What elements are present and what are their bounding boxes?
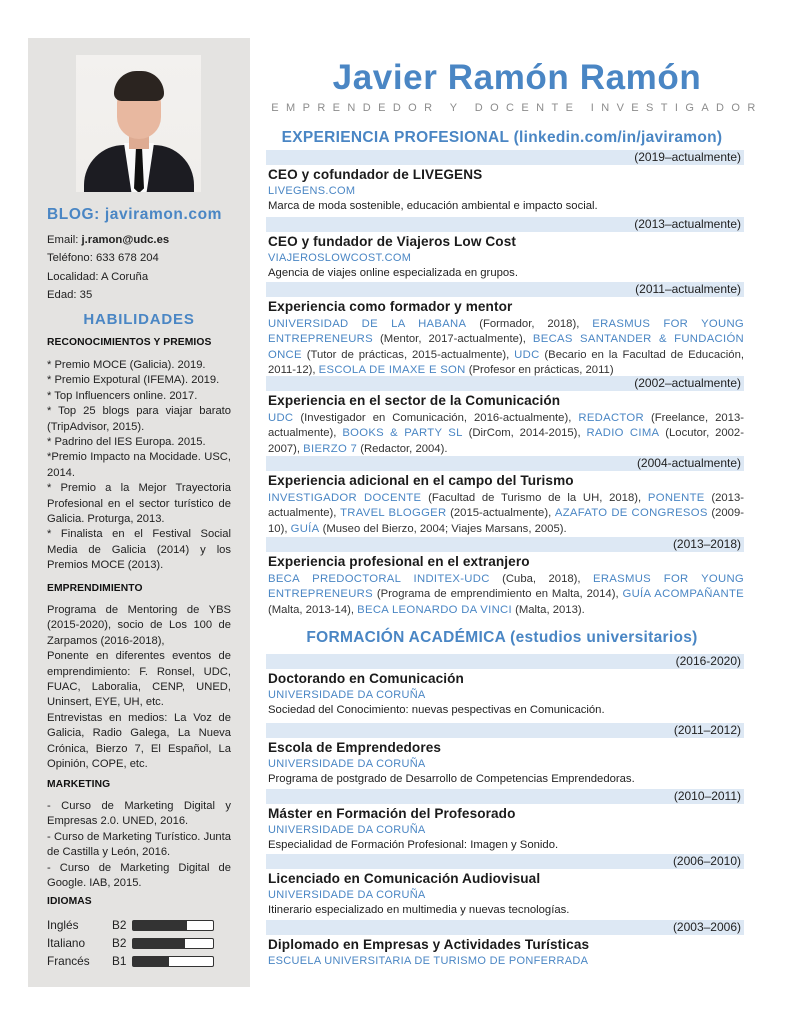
role-detail: (Programa de emprendimiento en Malta, 2014), [372, 588, 623, 601]
entry-date: (2011–actualmente) [266, 282, 744, 297]
role-detail: (2013-actualmente), [268, 492, 744, 520]
language-name: Inglés [47, 918, 79, 932]
award-item: * Premio MOCE (Galicia). 2019. [47, 359, 206, 371]
education-heading: FORMACIÓN ACADÉMICA (estudios universitarios) [306, 629, 698, 646]
languages-heading: IDIOMAS [47, 896, 92, 907]
organization-name[interactable]: ESCOLA DE IMAXE E SON [318, 364, 466, 377]
language-level: B1 [112, 954, 127, 968]
organization-name[interactable]: TRAVEL BLOGGER [340, 507, 447, 520]
role-detail: (Locutor, 2002-2007), [268, 427, 744, 455]
contact-info [47, 231, 169, 304]
entry-title: Experiencia profesional en el extranjero [268, 554, 530, 569]
entry-title: Licenciado en Comunicación Audiovisual [268, 871, 541, 886]
role-detail: (2009-10), [268, 507, 744, 535]
experience-heading: EXPERIENCIA PROFESIONAL (linkedin.com/in/javiramon) [281, 129, 723, 146]
blog-link[interactable]: BLOG: javiramon.com [47, 206, 223, 223]
organization-name[interactable]: RADIO CIMA [586, 427, 660, 440]
entry-title: Máster en Formación del Profesorado [268, 806, 516, 821]
entry-date: (2019–actualmente) [266, 150, 744, 165]
language-row [47, 918, 231, 936]
marketing-heading: MARKETING [47, 779, 111, 790]
email-line [47, 231, 169, 249]
language-level: B2 [112, 918, 127, 932]
entry-date: (2010–2011) [266, 789, 744, 804]
role-detail: (Formador, 2018), [466, 318, 593, 330]
role-detail: (Museo del Bierzo, 2004; Viajes Marsans, 2005). [319, 522, 567, 535]
entry-body [268, 491, 744, 537]
marketing-item: - Curso de Marketing Digital de Google. IAB, 2015. [47, 861, 231, 890]
language-level-bar [132, 956, 214, 967]
role-detail: (Malta, 2013). [511, 603, 585, 616]
entry-title: Experiencia en el sector de la Comunicación [268, 393, 561, 408]
entry-title: Experiencia como formador y mentor [268, 299, 513, 314]
entrepreneurship-heading: EMPRENDIMIENTO [47, 583, 143, 594]
entry-date: (2013–2018) [266, 537, 744, 552]
organization-name[interactable]: GUÍA ACOMPAÑANTE [622, 588, 744, 601]
entry-description: Programa de postgrado de Desarrollo de Competencias Emprendedoras. [268, 773, 635, 785]
role-detail: (Freelance, 2013-actualmente), [268, 412, 744, 440]
entry-institution: UNIVERSIDADE DA CORUÑA [268, 824, 426, 836]
organization-name[interactable]: ERASMUS FOR YOUNG ENTREPRENEURS [268, 318, 744, 346]
entry-organization[interactable]: LIVEGENS.COM [268, 185, 356, 197]
entry-description: Sociedad del Conocimiento: nuevas pespectivas en Comunicación. [268, 704, 605, 716]
language-name: Francés [47, 954, 90, 968]
organization-name[interactable]: PONENTE [647, 492, 705, 504]
entrepreneurship-item: Entrevistas en medios: La Voz de Galicia, Radio Galega, La Nueva Crónica, Bierzo 7, El Español, La Opinión, COPE, etc. [47, 711, 231, 771]
organization-name[interactable]: UDC [268, 412, 294, 424]
entry-description: Itinerario especializado en multimedia y nuevas tecnologías. [268, 904, 570, 916]
organization-name[interactable]: BECA LEONARDO DA VINCI [357, 603, 512, 616]
organization-name[interactable]: BECA PREDOCTORAL INDITEX-UDC [268, 573, 490, 585]
role-detail: (Profesor en prácticas, 2011) [465, 364, 614, 377]
organization-name[interactable]: INVESTIGADOR DOCENTE [268, 492, 422, 504]
language-level-fill [133, 939, 185, 948]
entry-institution: UNIVERSIDADE DA CORUÑA [268, 689, 426, 701]
language-row [47, 936, 231, 954]
award-item: * Premio a la Mejor Trayectoria Profesional en el sector turístico de Galicia. Proturga, 2013. [47, 482, 231, 526]
award-item: * Premio Expotural (IFEMA). 2019. [47, 374, 220, 387]
organization-name[interactable]: REDACTOR [578, 412, 644, 424]
awards-heading: RECONOCIMIENTOS Y PREMIOS [47, 337, 212, 348]
organization-name[interactable]: UNIVERSIDAD DE LA HABANA [268, 318, 467, 330]
location-line: Localidad: A Coruña [47, 270, 149, 283]
award-item: * Finalista en el Festival Social Media de Galicia (2014) y los Premios MOCE (2013). [47, 528, 231, 572]
language-level-fill [133, 957, 169, 966]
language-level-bar [132, 938, 214, 949]
entry-body [268, 411, 744, 457]
organization-name[interactable]: GUÍA [290, 522, 320, 535]
entry-description: Marca de moda sostenible, educación ambiental e impacto social. [268, 200, 598, 212]
role-detail: (2015-actualmente), [446, 507, 555, 520]
organization-name[interactable]: BOOKS & PARTY SL [342, 427, 463, 440]
entry-title: Diplomado en Empresas y Actividades Turísticas [268, 937, 590, 952]
award-item: * Top Influencers online. 2017. [47, 389, 198, 402]
language-row [47, 954, 231, 972]
sidebar [28, 38, 250, 987]
role-detail: (Facultad de Turismo de la UH, 2018), [421, 492, 648, 504]
age-line: Edad: 35 [47, 288, 93, 301]
role-detail: (Investigador en Comunicación, 2016-actualmente), [293, 412, 579, 424]
award-item: *Premio Impacto na Mocidade. USC, 2014. [47, 451, 231, 479]
entry-body [268, 317, 744, 379]
entry-date: (2002–actualmente) [266, 376, 744, 391]
role-detail: (Mentor, 2017-actualmente), [372, 333, 533, 346]
entry-title: Escola de Emprendedores [268, 740, 442, 755]
role-detail: (DirCom, 2014-2015), [462, 427, 587, 440]
role-detail: (Cuba, 2018), [489, 573, 594, 585]
entry-date: (2011–2012) [266, 723, 744, 738]
email-label: Email: [47, 234, 82, 246]
person-subtitle: EMPRENDEDOR Y DOCENTE INVESTIGADOR [271, 102, 763, 114]
role-detail: (Malta, 2013-14), [268, 603, 358, 616]
marketing-list [47, 799, 231, 891]
entry-organization[interactable]: VIAJEROSLOWCOST.COM [268, 252, 412, 264]
entry-title: Experiencia adicional en el campo del Turismo [268, 473, 574, 488]
awards-list [47, 358, 231, 574]
entry-date: (2006–2010) [266, 854, 744, 869]
award-item: * Top 25 blogs para viajar barato (TripAdvisor, 2015). [47, 405, 231, 433]
person-name: Javier Ramón Ramón [332, 58, 702, 97]
phone-line: Teléfono: 633 678 204 [47, 252, 159, 265]
skills-heading: HABILIDADES [83, 311, 195, 328]
entrepreneurship-list [47, 603, 231, 772]
role-detail: (Redactor, 2004). [357, 442, 448, 455]
entry-institution: ESCUELA UNIVERSITARIA DE TURISMO DE PONFERRADA [268, 955, 589, 967]
entry-date: (2004-actualmente) [266, 456, 744, 471]
entry-date: (2016-2020) [266, 654, 744, 669]
entrepreneurship-item: Ponente en diferentes eventos de emprendimiento: F. Ronsel, UDC, FUAC, Laboralia, CENP, UNED, Uninsert, EYE, UH, etc. [47, 650, 231, 709]
entry-date: (2003–2006) [266, 920, 744, 935]
award-item: * Padrino del IES Europa. 2015. [47, 436, 206, 449]
language-level-fill [133, 921, 187, 930]
entry-institution: UNIVERSIDADE DA CORUÑA [268, 889, 426, 901]
language-level: B2 [112, 936, 127, 950]
organization-name[interactable]: BIERZO 7 [303, 442, 358, 455]
marketing-item: - Curso de Marketing Digital y Empresas 2.0. UNED, 2016. [47, 800, 231, 828]
role-detail: (Becario en la Facultad de Educación, 2011-12), [268, 348, 744, 377]
entry-description: Especialidad de Formación Profesional: Imagen y Sonido. [268, 839, 559, 851]
organization-name[interactable]: BECAS SANTANDER & FUNDACIÓN ONCE [268, 333, 744, 361]
organization-name[interactable]: UDC [514, 348, 540, 361]
profile-photo [76, 55, 201, 192]
organization-name[interactable]: ERASMUS FOR YOUNG ENTREPRENEURS [268, 573, 744, 601]
entry-date: (2013–actualmente) [266, 217, 744, 232]
email-value[interactable]: j.ramon@udc.es [81, 234, 170, 246]
entrepreneurship-item: Programa de Mentoring de YBS (2015-2020), socio de Los 100 de Zarpamos (2016-2018), [47, 604, 231, 647]
entry-title: CEO y cofundador de LIVEGENS [268, 167, 483, 182]
entry-body [268, 572, 744, 618]
entry-description: Agencia de viajes online especializada en grupos. [268, 267, 518, 279]
language-level-bar [132, 920, 214, 931]
entry-title: Doctorando en Comunicación [268, 671, 464, 686]
language-name: Italiano [47, 936, 86, 950]
marketing-item: - Curso de Marketing Turístico. Junta de Castilla y León, 2016. [47, 830, 231, 859]
role-detail: (Tutor de prácticas, 2015-actualmente), [301, 348, 515, 361]
organization-name[interactable]: AZAFATO DE CONGRESOS [554, 507, 708, 520]
entry-title: CEO y fundador de Viajeros Low Cost [268, 234, 516, 249]
entry-institution: UNIVERSIDADE DA CORUÑA [268, 758, 426, 770]
